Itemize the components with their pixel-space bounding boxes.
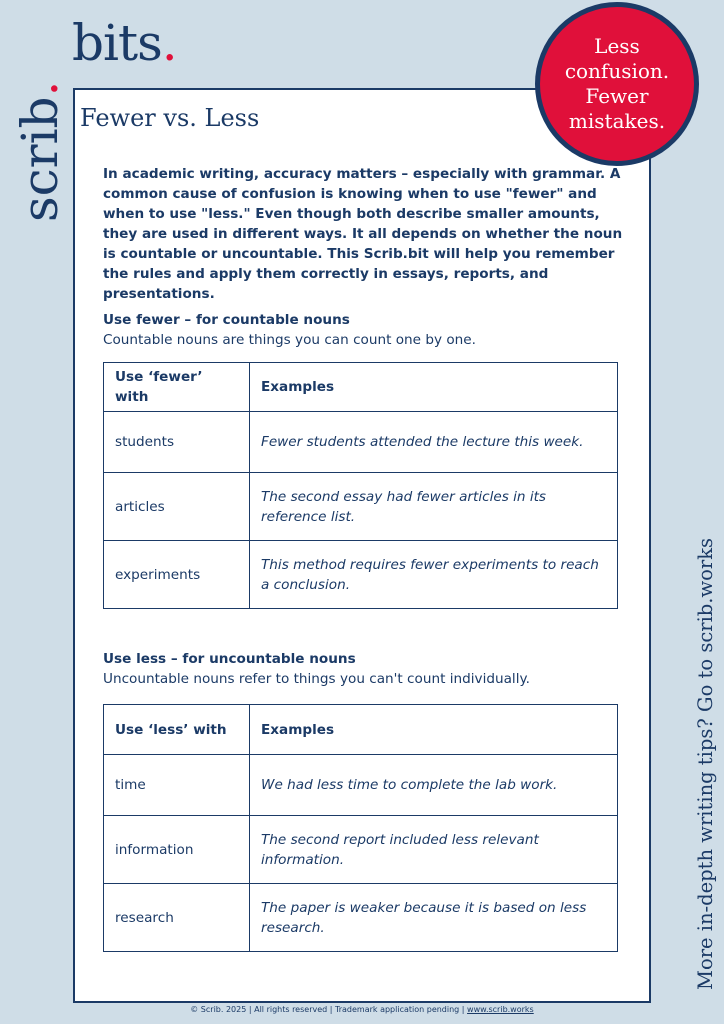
- badge-line: confusion.: [564, 59, 670, 83]
- badge-line: Fewer: [585, 84, 649, 108]
- table-row: [104, 816, 618, 884]
- table-header-row: [104, 363, 618, 412]
- column-header-word: Use ‘less’ with: [104, 705, 250, 755]
- noun-cell: information: [104, 816, 250, 884]
- example-cell: We had less time to complete the lab work.: [250, 755, 618, 816]
- footer-link[interactable]: www.scrib.works: [467, 1005, 534, 1014]
- noun-cell: articles: [104, 473, 250, 541]
- scrib-logo: scrib.: [11, 80, 69, 222]
- table-row: [104, 755, 618, 816]
- example-cell: The paper is weaker because it is based on less research.: [250, 884, 618, 952]
- table-row: [104, 473, 618, 541]
- badge-line: mistakes.: [568, 109, 666, 133]
- example-cell: Fewer students attended the lecture this week.: [250, 412, 618, 473]
- less-heading: Use less – for uncountable nouns: [103, 651, 356, 667]
- fewer-table: [103, 362, 618, 609]
- side-promo-text: More in-depth writing tips? Go to scrib.works: [694, 537, 717, 990]
- badge-line: Less: [594, 34, 640, 58]
- table-header-row: [104, 705, 618, 755]
- less-table: [103, 704, 618, 952]
- column-header-word: Use ‘fewer’ with: [104, 363, 250, 412]
- column-header-examples: Examples: [250, 363, 618, 412]
- example-cell: The second report included less relevant information.: [250, 816, 618, 884]
- intro-paragraph: In academic writing, accuracy matters – especially with grammar. A common cause of confusion is knowing when to use "fewer" and when to use "less." Even though both describe smaller amounts, they are used in different ways. It all depends on whether the noun is countable or uncountable. This Scrib.bit will help you remember the rules and apply them correctly in essays, reports, and presentations.: [103, 166, 623, 302]
- fewer-subheading: Countable nouns are things you can count one by one.: [103, 332, 476, 348]
- noun-cell: students: [104, 412, 250, 473]
- less-subheading: Uncountable nouns refer to things you can't count individually.: [103, 671, 530, 687]
- tagline-badge: [535, 2, 699, 166]
- table-row: [104, 884, 618, 952]
- example-cell: This method requires fewer experiments to reach a conclusion.: [250, 541, 618, 609]
- fewer-heading: Use fewer – for countable nouns: [103, 312, 350, 328]
- page-title: Fewer vs. Less: [80, 104, 260, 132]
- noun-cell: time: [104, 755, 250, 816]
- bits-logo: bits.: [72, 14, 177, 72]
- table-row: [104, 412, 618, 473]
- noun-cell: experiments: [104, 541, 250, 609]
- noun-cell: research: [104, 884, 250, 952]
- example-cell: The second essay had fewer articles in its reference list.: [250, 473, 618, 541]
- footer-text: © Scrib. 2025 | All rights reserved | Trademark application pending |: [190, 1005, 468, 1014]
- footer: [0, 1005, 724, 1014]
- column-header-examples: Examples: [250, 705, 618, 755]
- table-row: [104, 541, 618, 609]
